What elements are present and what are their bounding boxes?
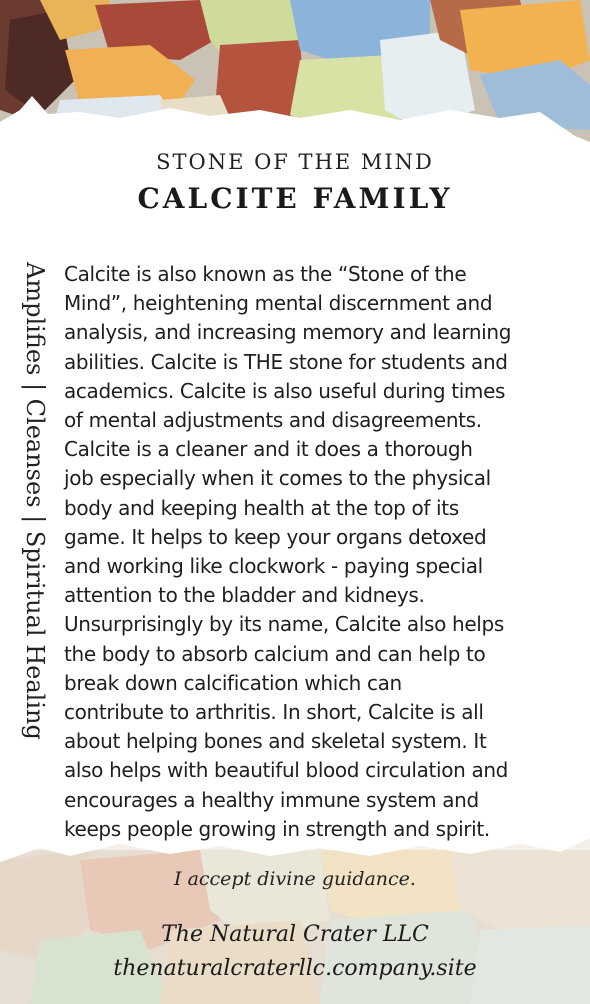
side-label: Amplifies | Cleanses | Spiritual Healing: [21, 262, 49, 740]
side-label-container: [18, 262, 52, 832]
text-line: of mental adjustments and disagreements.: [64, 408, 482, 433]
text-line: contribute to arthritis. In short, Calcite is all: [64, 700, 484, 725]
description-text: [64, 260, 534, 844]
text-line: about helping bones and skeletal system. It: [64, 729, 487, 754]
company-name: The Natural Crater LLC: [161, 922, 429, 947]
text-line: body and keeping health at the top of its: [64, 495, 459, 520]
text-line: Unsurprisingly by its name, Calcite also helps: [64, 612, 504, 637]
text-line: abilities. Calcite is THE stone for students and: [64, 349, 508, 374]
text-line: keeps people growing in strength and spirit.: [64, 816, 490, 841]
text-line: academics. Calcite is also useful during times: [64, 378, 506, 403]
text-line: and working like clockwork - paying special: [64, 554, 483, 579]
text-line: Calcite is a cleaner and it does a thorough: [64, 437, 473, 462]
affirmation-text: I accept divine guidance.: [174, 868, 416, 890]
text-line: Mind”, heightening mental discernment and: [64, 291, 493, 316]
text-line: attention to the bladder and kidneys.: [64, 583, 425, 608]
text-line: break down calcification which can: [64, 670, 402, 695]
text-line: Calcite is also known as the “Stone of the: [64, 262, 467, 286]
text-line: encourages a healthy immune system and: [64, 787, 479, 812]
text-line: analysis, and increasing memory and learning: [64, 320, 512, 345]
text-line: job especially when it comes to the physical: [64, 466, 491, 491]
text-line: game. It helps to keep your organs detoxed: [64, 524, 487, 549]
website-link[interactable]: thenaturalcraterllc.company.site: [113, 956, 477, 981]
text-line: also helps with beautiful blood circulation and: [64, 758, 509, 783]
card-subtitle: STONE OF THE MIND: [156, 150, 434, 174]
card-title: CALCITE FAMILY: [137, 182, 453, 215]
text-line: the body to absorb calcium and can help to: [64, 641, 486, 666]
